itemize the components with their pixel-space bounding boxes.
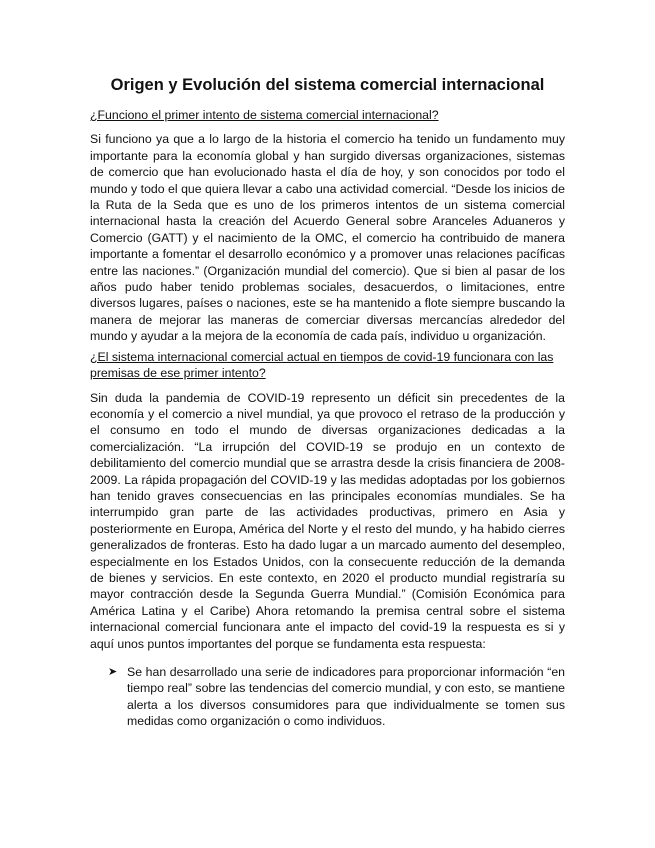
- arrow-bullet-icon: ➤: [108, 666, 118, 678]
- document-title: Origen y Evolución del sistema comercial internacional: [110, 76, 545, 94]
- list-item: [90, 664, 565, 730]
- bullet-list: [90, 664, 565, 730]
- section-question: ¿Funciono el primer intento de sistema comercial internacional?: [90, 108, 439, 122]
- section-covid: [90, 349, 565, 652]
- section-paragraph: Sin duda la pandemia de COVID-19 represento un déficit sin precedentes de la economía y el comercio a nivel mundial, ya que provoco el retraso de la producción y el consumo en todo el mundo de diversas organizaciones dedicadas a la comercialización. “La irrupción del COVID-19 se produjo en un contexto de debilitamiento del comercio mundial que se arrastra desde la crisis financiera de 2008-2009. La rápida propagación del COVID-19 y las medidas adoptadas por los gobiernos han tenido graves consecuencias en las principales economías mundiales. Se ha interrumpido gran parte de las actividades productivas, primero en Asia y posteriormente en Europa, América del Norte y el resto del mundo, y ha habido cierres generalizados de fronteras. Esto ha dado lugar a un marcado aumento del desempleo, especialmente en los Estados Unidos, con la consecuente reducción de la demanda de bienes y servicios. En este contexto, en 2020 el producto mundial registraría su mayor contracción desde la Segunda Guerra Mundial.” (Comisión Económica para América Latina y el Caribe) Ahora retomando la premisa central sobre el sistema internacional comercial funcionara ante el impacto del covid-19 la respuesta es si y aquí unos puntos importantes del porque se fundamenta esta respuesta:: [90, 390, 565, 651]
- section-question: ¿El sistema internacional comercial actual en tiempos de covid-19 funcionara con las premisas de ese primer intento?: [90, 349, 554, 381]
- document-page: [90, 74, 565, 730]
- bullet-text: Se han desarrollado una serie de indicadores para proporcionar información “en tiempo real” sobre las tendencias del comercio mundial, y con esto, se mantiene alerta a los diversos consumidores para que individualmente se tomen sus medidas como organización o como individuos.: [127, 665, 565, 729]
- section-first-attempt: [90, 107, 565, 345]
- section-paragraph: Si funciono ya que a lo largo de la historia el comercio ha tenido un fundamento muy importante para la economía global y han surgido diversas organizaciones, sistemas de comercio que han evolucionado hasta el día de hoy, y son conocidos por todo el mundo y todo el que quiera llevar a cabo una actividad comercial. “Desde los inicios de la Ruta de la Seda que es uno de los primeros intentos de un sistema comercial internacional hasta la creación del Acuerdo General sobre Aranceles Aduaneros y Comercio (GATT) y el nacimiento de la OMC, el comercio ha contribuido de manera importante a fomentar el desarrollo económico y a promover unas relaciones pacíficas entre las naciones.” (Organización mundial del comercio). Que si bien al pasar de los años pudo haber tenido problemas sociales, desacuerdos, o limitaciones, entre diversos lugares, países o naciones, este se ha mantenido a flote siempre buscando la manera de mejorar las maneras de comerciar diversas mercancías alrededor del mundo y ayudar a la mejora de la economía de cada país, individuo u organización.: [90, 132, 565, 344]
